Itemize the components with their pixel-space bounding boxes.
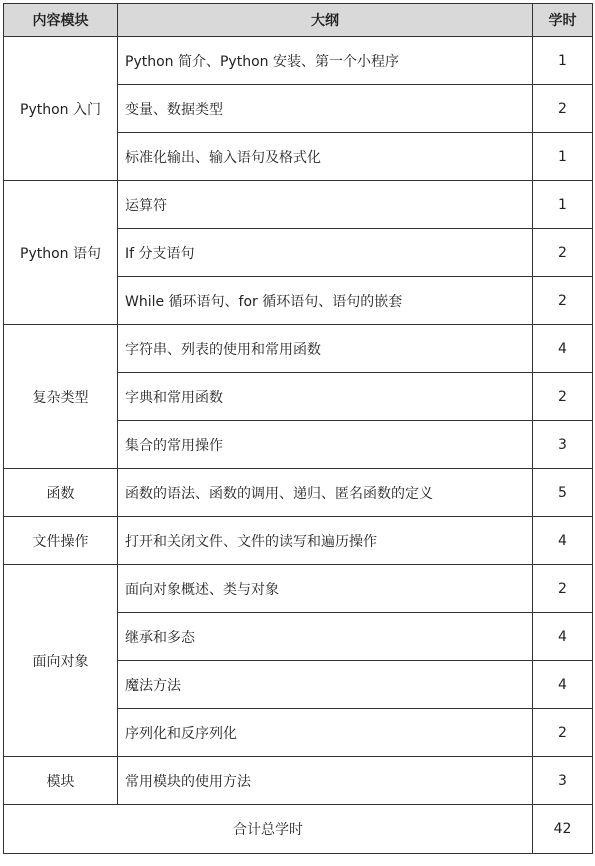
hours-cell: 4 [533, 517, 593, 565]
outline-cell: 集合的常用操作 [118, 421, 533, 469]
total-hours: 42 [533, 805, 593, 854]
module-cell: 复杂类型 [4, 325, 118, 469]
hours-cell: 2 [533, 277, 593, 325]
header-module: 内容模块 [4, 4, 118, 37]
hours-cell: 2 [533, 373, 593, 421]
outline-cell: Python 简介、Python 安装、第一个小程序 [118, 37, 533, 85]
hours-cell: 4 [533, 661, 593, 709]
hours-cell: 2 [533, 565, 593, 613]
table-row [4, 565, 593, 613]
outline-cell: 标准化输出、输入语句及格式化 [118, 133, 533, 181]
module-cell: Python 语句 [4, 181, 118, 325]
outline-cell: 面向对象概述、类与对象 [118, 565, 533, 613]
table-body [4, 37, 593, 854]
table-header-row [4, 4, 593, 37]
outline-cell: 字符串、列表的使用和常用函数 [118, 325, 533, 373]
table-row [4, 517, 593, 565]
outline-cell: 变量、数据类型 [118, 85, 533, 133]
table-row [4, 181, 593, 229]
hours-cell: 3 [533, 757, 593, 805]
outline-cell: 运算符 [118, 181, 533, 229]
header-outline: 大纲 [118, 4, 533, 37]
hours-cell: 1 [533, 133, 593, 181]
total-label: 合计总学时 [4, 805, 533, 854]
hours-cell: 4 [533, 325, 593, 373]
hours-cell: 4 [533, 613, 593, 661]
outline-cell: 字典和常用函数 [118, 373, 533, 421]
outline-cell: 打开和关闭文件、文件的读写和遍历操作 [118, 517, 533, 565]
course-outline-table [3, 3, 593, 854]
outline-cell: 常用模块的使用方法 [118, 757, 533, 805]
module-cell: Python 入门 [4, 37, 118, 181]
hours-cell: 1 [533, 37, 593, 85]
module-cell: 模块 [4, 757, 118, 805]
outline-cell: 序列化和反序列化 [118, 709, 533, 757]
table-row [4, 469, 593, 517]
table-row [4, 325, 593, 373]
hours-cell: 3 [533, 421, 593, 469]
outline-cell: 函数的语法、函数的调用、递归、匿名函数的定义 [118, 469, 533, 517]
table-row [4, 37, 593, 85]
hours-cell: 1 [533, 181, 593, 229]
header-hours: 学时 [533, 4, 593, 37]
outline-cell: 继承和多态 [118, 613, 533, 661]
hours-cell: 2 [533, 85, 593, 133]
hours-cell: 2 [533, 709, 593, 757]
module-cell: 面向对象 [4, 565, 118, 757]
outline-cell: 魔法方法 [118, 661, 533, 709]
module-cell: 文件操作 [4, 517, 118, 565]
outline-cell: If 分支语句 [118, 229, 533, 277]
table-row [4, 757, 593, 805]
hours-cell: 5 [533, 469, 593, 517]
total-row [4, 805, 593, 854]
outline-cell: While 循环语句、for 循环语句、语句的嵌套 [118, 277, 533, 325]
hours-cell: 2 [533, 229, 593, 277]
module-cell: 函数 [4, 469, 118, 517]
